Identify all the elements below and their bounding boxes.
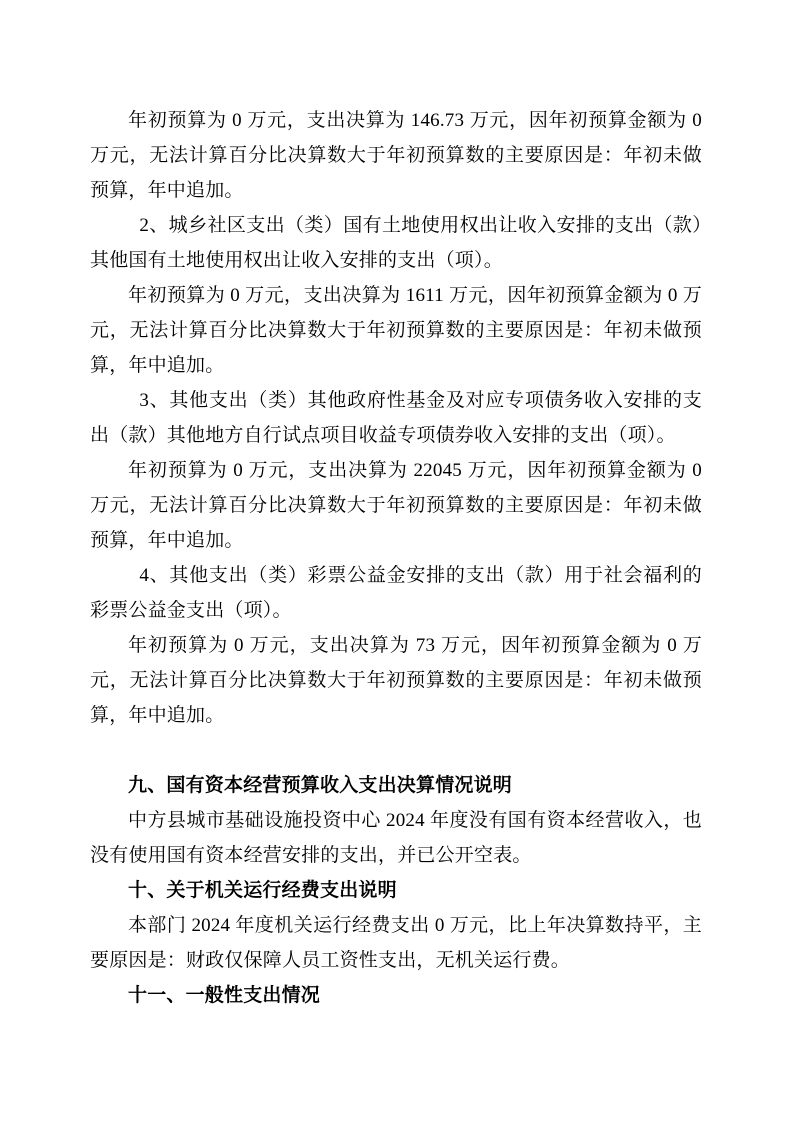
section-heading: 九、国有资本经营预算收入支出决算情况说明 — [128, 775, 513, 796]
document-body — [90, 103, 702, 1013]
paragraph: 2、城乡社区支出（类）国有土地使用权出让收入安排的支出（款）其他国有土地使用权出让收入安排的支出（项）。 — [90, 215, 702, 271]
section-heading: 十一、一般性支出情况 — [128, 985, 321, 1006]
paragraph: 本部门 2024 年度机关运行经费支出 0 万元，比上年决算数持平，主要原因是：财政仅保障人员工资性支出，无机关运行费。 — [90, 915, 702, 971]
paragraph: 年初预算为 0 万元，支出决算为 73 万元，因年初预算金额为 0 万元，无法计算百分比决算数大于年初预算数的主要原因是：年初未做预算，年中追加。 — [90, 635, 702, 726]
paragraph: 年初预算为 0 万元，支出决算为 146.73 万元，因年初预算金额为 0 万元，无法计算百分比决算数大于年初预算数的主要原因是：年初未做预算，年中追加。 — [90, 110, 702, 201]
paragraph: 年初预算为 0 万元，支出决算为 22045 万元，因年初预算金额为 0 万元，无法计算百分比决算数大于年初预算数的主要原因是：年初未做预算，年中追加。 — [90, 460, 702, 551]
section-heading: 十、关于机关运行经费支出说明 — [128, 880, 397, 901]
blank-line — [90, 733, 702, 768]
paragraph: 3、其他支出（类）其他政府性基金及对应专项债务收入安排的支出（款）其他地方自行试点项目收益专项债券收入安排的支出（项）。 — [90, 390, 702, 446]
paragraph: 中方县城市基础设施投资中心 2024 年度没有国有资本经营收入，也没有使用国有资本经营安排的支出，并已公开空表。 — [90, 810, 702, 866]
paragraph: 4、其他支出（类）彩票公益金安排的支出（款）用于社会福利的彩票公益金支出（项）。 — [90, 565, 702, 621]
paragraph: 年初预算为 0 万元，支出决算为 1611 万元，因年初预算金额为 0 万元，无法计算百分比决算数大于年初预算数的主要原因是：年初未做预算，年中追加。 — [90, 285, 702, 376]
